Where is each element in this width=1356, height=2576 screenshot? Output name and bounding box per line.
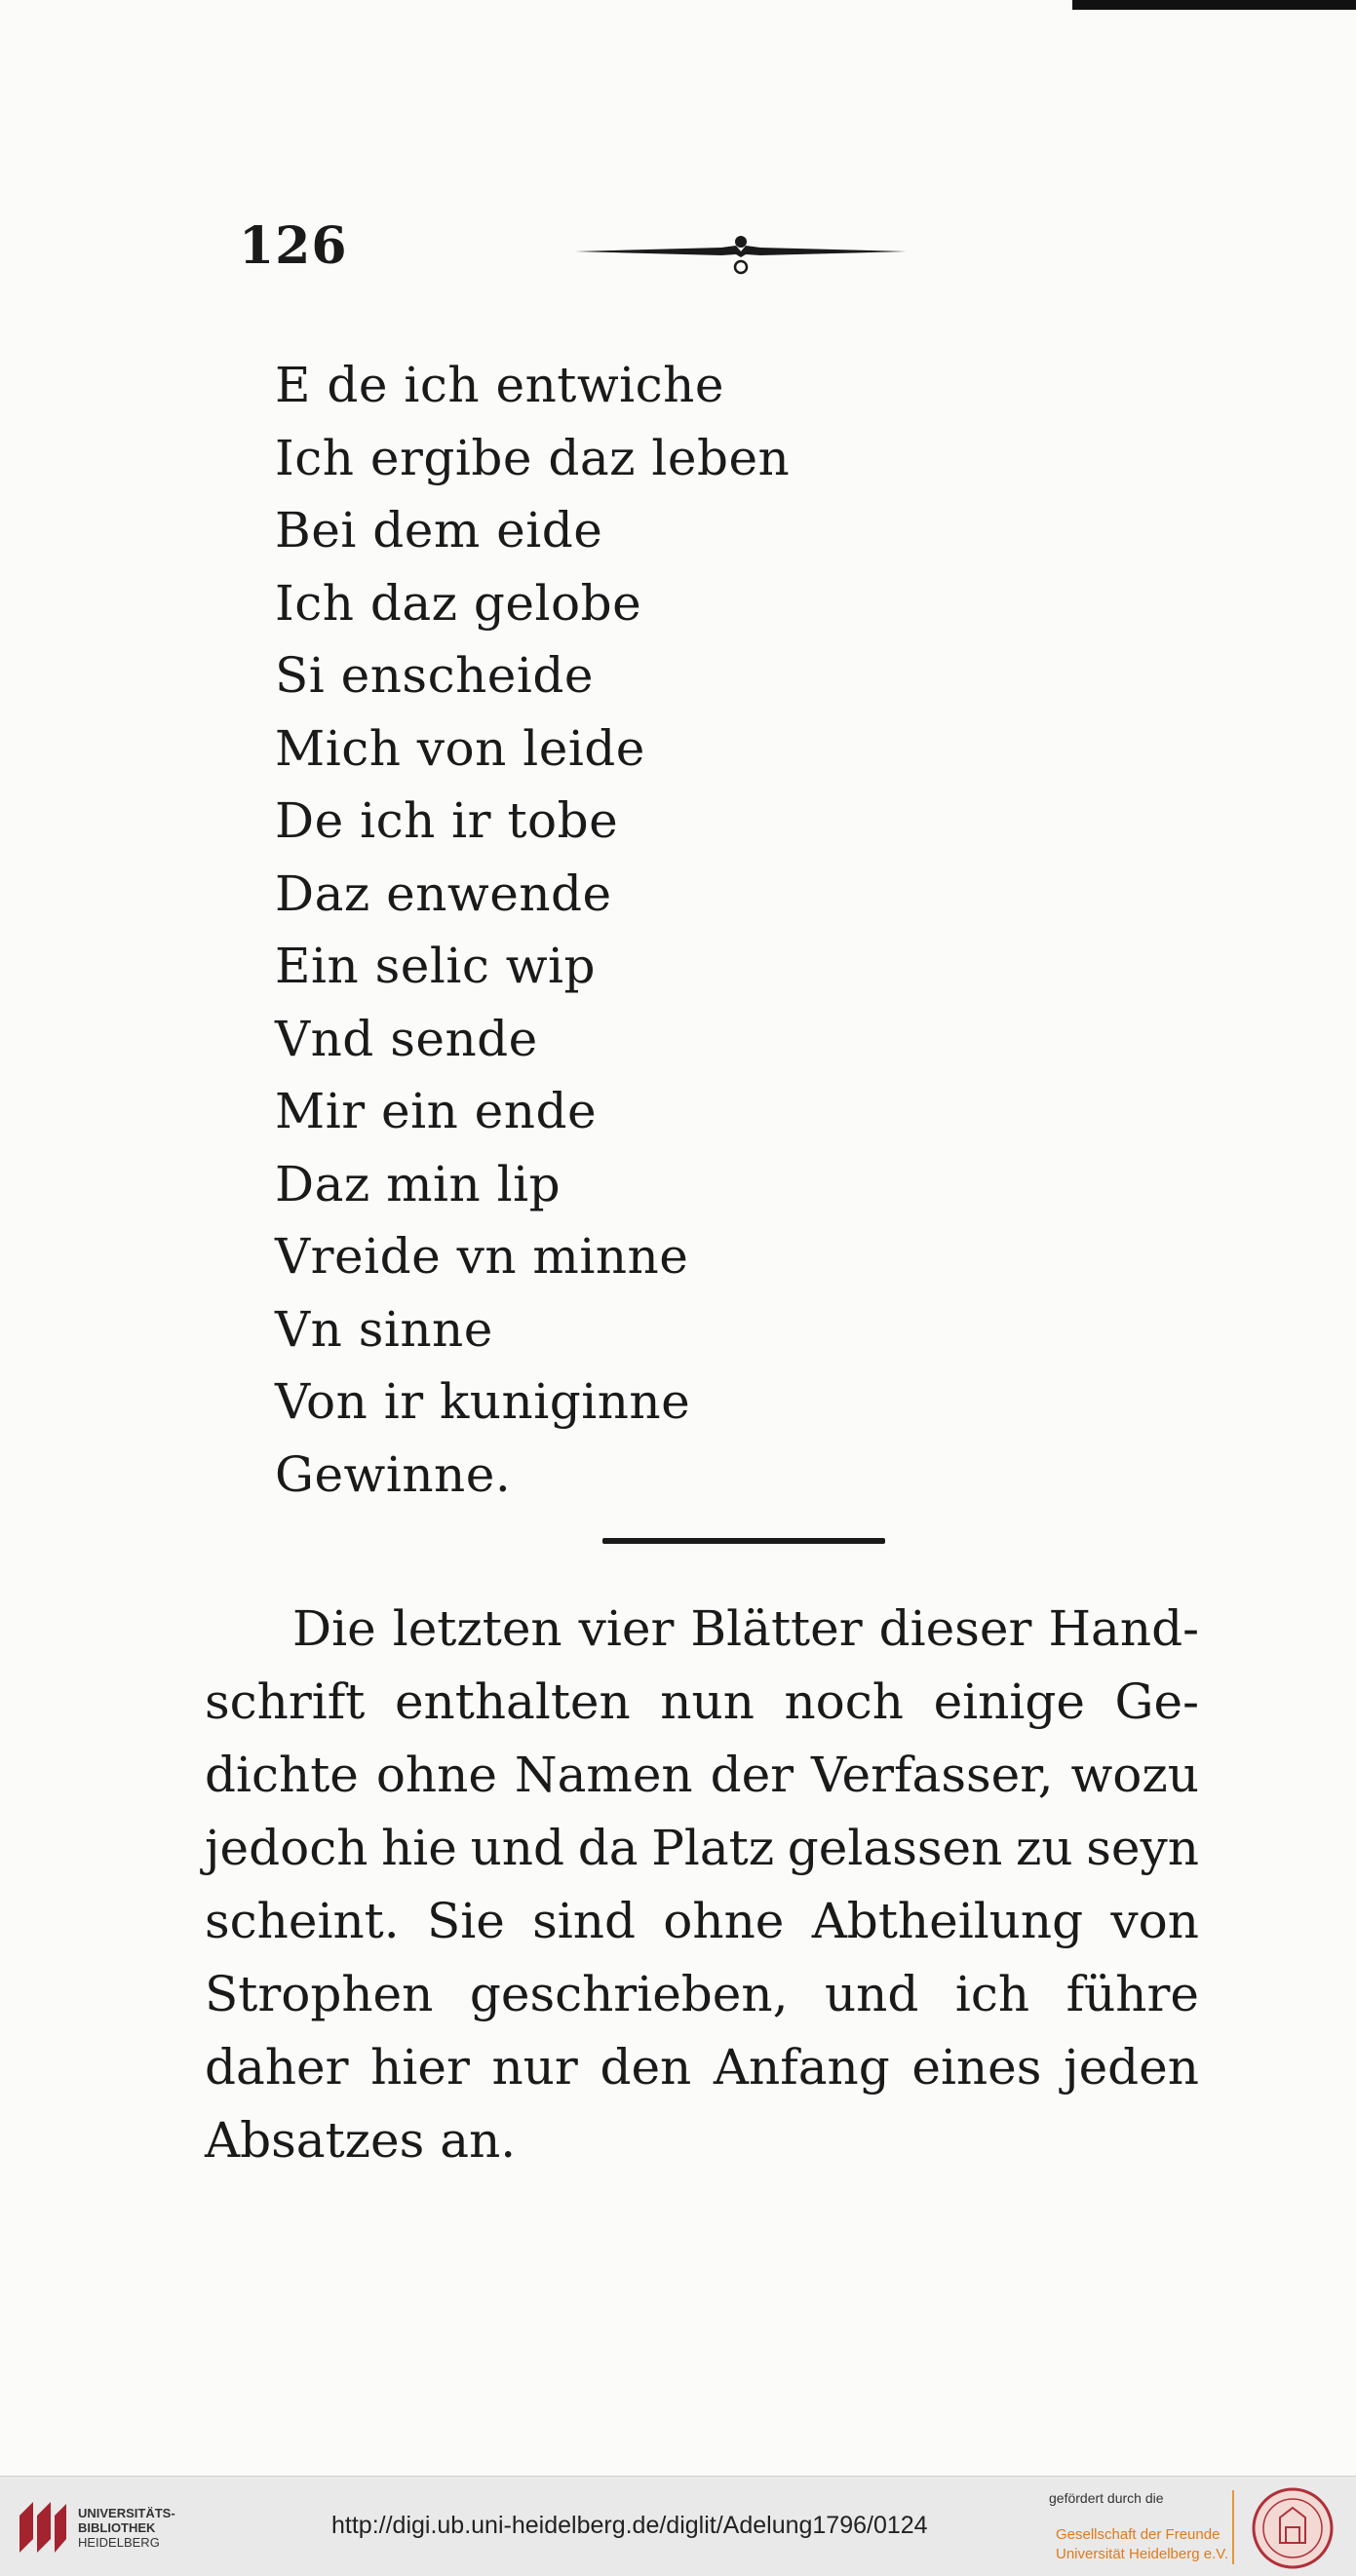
poem-line: Bei dem eide bbox=[275, 502, 603, 558]
sponsor-name-line: Universität Heidelberg e.V. bbox=[1056, 2546, 1229, 2562]
prose-line: Die letzten vier Blätter dieser Hand- bbox=[292, 1600, 1199, 1657]
prose-line: Strophen geschrieben, und ich führe bbox=[205, 1966, 1199, 2022]
library-name bbox=[78, 2506, 175, 2550]
poem-line: Vnd sende bbox=[275, 1010, 538, 1067]
poem-line: Ich daz gelobe bbox=[275, 574, 642, 632]
university-seal-icon bbox=[1251, 2486, 1335, 2570]
library-logo-icon bbox=[16, 2494, 70, 2558]
sponsor-name-line: Gesellschaft der Freunde bbox=[1056, 2526, 1220, 2543]
poem bbox=[275, 349, 790, 1511]
poem-line: Si enscheide bbox=[275, 647, 594, 704]
poem-line: Mich von leide bbox=[275, 719, 645, 777]
poem-line: Daz min lip bbox=[275, 1155, 562, 1212]
page-number: 126 bbox=[239, 216, 348, 276]
poem-line: E de ich entwiche bbox=[275, 357, 724, 413]
sponsor-intro: gefördert durch die bbox=[1049, 2490, 1164, 2506]
poem-line: Ein selic wip bbox=[275, 938, 597, 994]
page-edge-shadow bbox=[1072, 0, 1356, 10]
prose-line: Absatzes an. bbox=[205, 2112, 517, 2169]
library-name-line: UNIVERSITÄTS- bbox=[78, 2506, 175, 2520]
permalink-url[interactable]: http://digi.ub.uni-heidelberg.de/diglit/Adelung1796/0124 bbox=[331, 2512, 928, 2539]
sponsor-divider bbox=[1232, 2490, 1234, 2564]
prose-line: jedoch hie und da Platz gelassen zu seyn bbox=[205, 1820, 1199, 1876]
section-divider bbox=[602, 1538, 885, 1544]
ornament-divider-icon bbox=[575, 226, 907, 285]
prose-line: scheint. Sie sind ohne Abtheilung von bbox=[205, 1893, 1199, 1949]
prose-line: dichte ohne Namen der Verfasser, wozu bbox=[205, 1747, 1199, 1803]
poem-line: Mir ein ende bbox=[275, 1083, 598, 1139]
prose-line: daher hier nur den Anfang eines jeden bbox=[205, 2039, 1199, 2095]
poem-line: Gewinne. bbox=[275, 1445, 512, 1503]
library-name-line: BIBLIOTHEK bbox=[78, 2520, 156, 2535]
poem-line: Vreide vn minne bbox=[275, 1228, 689, 1285]
poem-line: Von ir kuniginne bbox=[275, 1373, 691, 1430]
poem-line: Ich ergibe daz leben bbox=[275, 429, 791, 486]
poem-line: Daz enwende bbox=[275, 865, 612, 922]
footer-bar bbox=[0, 2476, 1356, 2576]
poem-line: Vn sinne bbox=[275, 1300, 493, 1358]
library-name-line: HEIDELBERG bbox=[78, 2535, 160, 2550]
prose-paragraph bbox=[205, 1593, 1199, 2177]
prose-line: schrift enthalten nun noch einige Ge- bbox=[205, 1673, 1199, 1730]
sponsor-name bbox=[1056, 2525, 1228, 2564]
poem-line: De ich ir tobe bbox=[275, 792, 619, 849]
